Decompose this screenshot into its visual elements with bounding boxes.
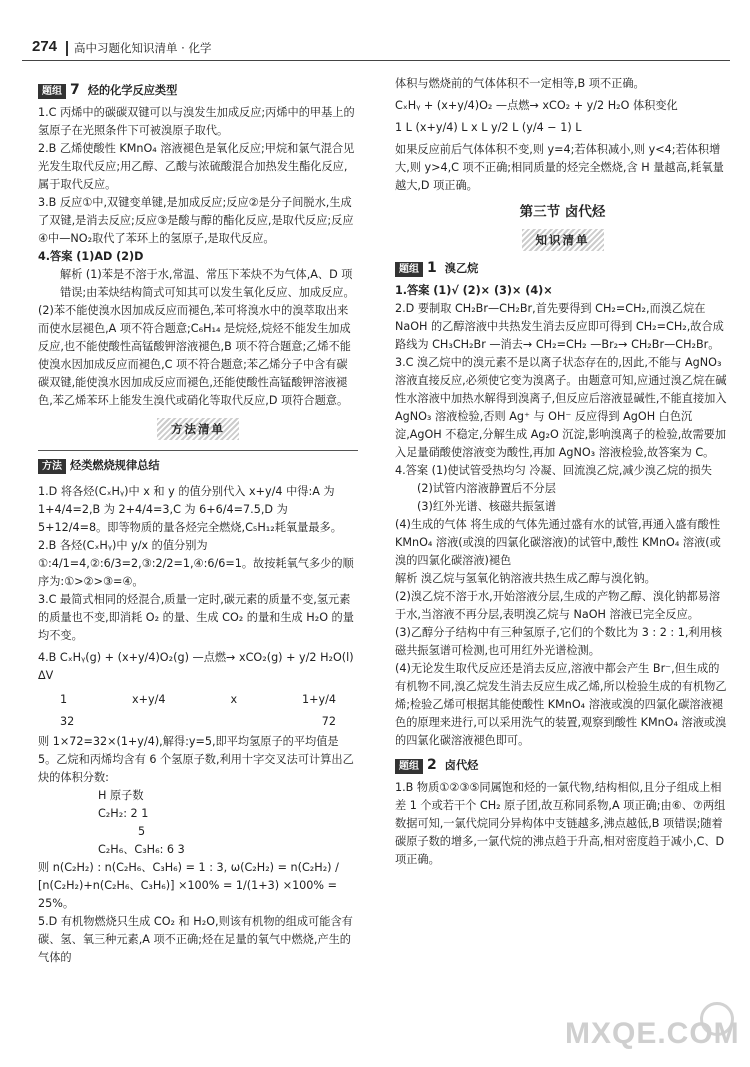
volume-equation: CₓHᵧ + (x+y/4)O₂ —点燃→ xCO₂ + y/2 H₂O 体积变化	[395, 99, 678, 112]
group-number: 2	[427, 757, 437, 773]
group7-heading	[38, 81, 358, 100]
bromo-answer-2: 2.D 要制取 CH₂Br—CH₂Br,首先要得到 CH₂=CH₂,而溴乙烷在 NaOH 的乙醇溶液中共热发生消去反应即可得到 CH₂=CH₂,故合成路线为 CH₃CH₂Br —消去→ CH₂=CH₂ —Br₂→ CH₂Br—CH₂Br。	[395, 302, 724, 351]
bromo-answer-1: 1.答案 (1)√ (2)× (3)× (4)×	[395, 284, 553, 297]
answer-4: 4.答案 (1)AD (2)D	[38, 250, 144, 263]
method-tag: 方法	[38, 459, 66, 474]
method-answer-5: 5.D 有机物燃烧只生成 CO₂ 和 H₂O,则该有机物的组成可能含有碳、氢、氧三种元素,A 项不正确;烃在足量的氧气中燃烧,产生的气体的	[38, 915, 353, 964]
page-number: 274	[32, 38, 58, 55]
method-answer-2: 2.B 各烃(CₓHᵧ)中 y/x 的值分别为①:4/1=4,②:6/3=2,③:2/2=1,④:6/6=1。故按耗氧气多少的顺序为:①>②>③=④。	[38, 539, 354, 588]
cross-row-b: C₂H₆、C₃H₆: 6 3	[98, 843, 185, 856]
answer-3: 3.B 反应①中,双键变单键,是加成反应;反应②是分子间脱水,生成了双键,是消去反应;反应③是酸与醇的酯化反应,是取代反应;反应④中—NO₂取代了苯环上的氢原子,是取代反应。	[38, 196, 354, 245]
group1-heading	[395, 259, 730, 278]
volume-conclusion: 如果反应前后气体体积不变,则 y=4;若体积减小,则 y<4;若体积增大,则 y>4,C 项不正确;相同质量的烃完全燃烧,含 H 量越高,耗氧量越大,D 项正确。	[395, 143, 724, 192]
eq-cell: 32	[60, 715, 75, 728]
bromo-answer-4-1: 4.答案 (1)使试管受热均匀 冷凝、回流溴乙烷,减少溴乙烷的损失	[395, 464, 712, 477]
bromo-answer-4-3: (3)红外光谱、核磁共振氢谱	[417, 500, 556, 513]
continued-text: 体积与燃烧前的气体体积不一定相等,B 项不正确。	[395, 77, 645, 90]
method-banner-label: 方法清单	[157, 418, 239, 440]
group-tag: 题组	[395, 262, 423, 277]
answer-4-explanation-2: (2)苯不能使溴水因加成反应而褪色,苯可将溴水中的溴萃取出来而使水层褪色,A 项不符合题意;C₆H₁₄ 是烷烃,烷烃不能发生加成反应,也不能使酸性高锰酸钾溶液褪色,B 项不符合题意;乙烯不能使溴水因加成反应而褪色,C 项不符合题意;苯乙烯分子中含有碳碳双键,能使溴水因加成反应而褪色,还能使酸性高锰酸钾溶液褪色,苯乙烯苯环上能发生溴代或硝化等取代反应,D 项符合题意。	[38, 304, 351, 407]
cross-diagram	[38, 787, 358, 859]
eq-cell: x	[230, 693, 238, 706]
group2-heading	[395, 756, 730, 775]
group-number: 7	[70, 82, 80, 98]
cross-row-a: C₂H₂: 2 1	[98, 807, 149, 820]
watermark: MXQE.COM	[565, 1017, 740, 1050]
answer-1: 1.C 丙烯中的碳碳双键可以与溴发生加成反应;丙烯中的甲基上的氢原子在光照条件下可被溴原子取代。	[38, 106, 355, 137]
method-title: 烃类燃烧规律总结	[70, 459, 160, 472]
knowledge-banner-label: 知识清单	[522, 229, 604, 251]
method-answer-4-equation: 4.B CₓHᵧ(g) + (x+y/4)O₂(g) —点燃→ xCO₂(g) + y/2 H₂O(l) ΔV	[38, 651, 354, 682]
bromo-explanation-1: 解析 溴乙烷与氢氧化钠溶液共热生成乙醇与溴化钠。	[395, 572, 656, 585]
cross-title: H 原子数	[98, 789, 144, 802]
bromo-answer-4-4: (4)生成的气体 将生成的气体先通过盛有水的试管,再通入盛有酸性 KMnO₄ 溶液(或溴的四氯化碳溶液)的试管中,酸性 KMnO₄ 溶液(或溴的四氯化碳溶液)褪色	[395, 518, 721, 567]
haloalkane-answer-1: 1.B 物质①②③⑤同属饱和烃的一氯代物,结构相似,且分子组成上相差 1 个或若干个 CH₂ 原子团,故互称同系物,A 项正确;由⑥、⑦两组数据可知,一氯代烷同分异构体中支链越多,沸点越低,B 项错误;随着碳原子数的增多,一氯代烷的沸点趋于升高,相对密度趋于减小,C、D 项正确。	[395, 781, 726, 866]
method-heading	[38, 450, 358, 475]
group-title: 卤代烃	[444, 759, 479, 772]
knowledge-banner	[395, 229, 730, 251]
left-column	[38, 75, 358, 967]
group-title: 溴乙烷	[444, 262, 479, 275]
method-answer-4-ratio: 则 n(C₂H₂) : n(C₂H₆、C₃H₆) = 1 : 3, ω(C₂H₂) = n(C₂H₂) / [n(C₂H₂)+n(C₂H₆、C₃H₆)] ×100% = 1/(1+3) ×100% = 25%。	[38, 861, 339, 910]
eq-cell: 72	[321, 715, 336, 728]
eq-cell: x+y/4	[132, 693, 166, 706]
bromo-explanation-3: (3)乙醇分子结构中有三种氢原子,它们的个数比为 3 : 2 : 1,利用核磁共振氢谱可检测,也可用红外光谱检测。	[395, 626, 722, 657]
right-column	[395, 75, 730, 869]
bromo-explanation-2: (2)溴乙烷不溶于水,开始溶液分层,生成的产物乙醇、溴化钠都易溶于水,当溶液不再分层,表明溴乙烷与 NaOH 溶液已完全反应。	[395, 590, 721, 621]
method-answer-4-text: 则 1×72=32×(1+y/4),解得:y=5,即平均氢原子的平均值是 5。乙烷和丙烯均含有 6 个氢原子数,利用十字交叉法可计算出乙炔的体积分数:	[38, 735, 354, 784]
equation-row-2	[38, 711, 358, 733]
bromo-answer-3: 3.C 溴乙烷中的溴元素不是以离子状态存在的,因此,不能与 AgNO₃ 溶液直接反应,必须使它变为溴离子。由题意可知,应通过溴乙烷在碱性水溶液中加热水解得到溴离子,但反应后溶液显碱性,不能直接加入 AgNO₃ 溶液检验,否则 Ag⁺ 与 OH⁻ 反应得到 AgOH 白色沉淀,AgOH 不稳定,分解生成 Ag₂O 沉淀,影响溴离子的检验,故需要加入足量硝酸使溶液变为酸性,再加 AgNO₃ 溶液检验,故答案为 C。	[395, 356, 727, 459]
header-title: 高中习题化知识清单 · 化学	[74, 41, 212, 55]
method-answer-3: 3.C 最简式相同的烃混合,质量一定时,碳元素的质量不变,氢元素的质量也不变,即消耗 O₂ 的量、生成 CO₂ 的量和生成 H₂O 的量均不变。	[38, 593, 354, 642]
page-header	[22, 38, 730, 61]
group-number: 1	[427, 260, 437, 276]
bromo-explanation-4: (4)无论发生取代反应还是消去反应,溶液中都会产生 Br⁻,但生成的有机物不同,溴乙烷发生消去反应生成乙烯,所以检验生成的有机物乙烯;检验乙烯可根据其能使酸性 KMnO₄ 溶液或溴的四氯化碳溶液褪色的原理来进行,可以采用洗气的装置,观察到酸性 KMnO₄ 溶液或溴的四氯化碳溶液褪色即可。	[395, 662, 727, 747]
section-title: 第三节 卤代烃	[519, 204, 606, 220]
answer-2: 2.B 乙烯使酸性 KMnO₄ 溶液褪色是氧化反应;甲烷和氯气混合见光发生取代反应;用乙醇、乙酸与浓硫酸混合加热发生酯化反应,属于取代反应。	[38, 142, 355, 191]
group-tag: 题组	[395, 759, 423, 774]
eq-cell: 1+y/4	[301, 693, 336, 706]
answer-4-explanation-1: 解析 (1)苯是不溶于水,常温、常压下苯炔不为气体,A、D 项错误;由苯炔结构简式可知其可以发生氧化反应、加成反应。	[60, 268, 355, 299]
group-tag: 题组	[38, 84, 66, 99]
cross-mid: 5	[138, 825, 146, 838]
equation-row-1	[38, 689, 358, 711]
bromo-answer-4-2: (2)试管内溶液静置后不分层	[417, 482, 556, 495]
group-title: 烃的化学反应类型	[87, 84, 178, 97]
method-answer-1: 1.D 将各烃(CₓHᵧ)中 x 和 y 的值分别代入 x+y/4 中得:A 为 1+4/4=2,B 为 2+4/4=3,C 为 6+6/4=7.5,D 为 5+12/4=8。即等物质的量各烃完全燃烧,C₅H₁₂耗氧量最多。	[38, 485, 342, 534]
volume-row: 1 L (x+y/4) L x L y/2 L (y/4 − 1) L	[395, 121, 582, 134]
eq-cell: 1	[60, 693, 68, 706]
header-divider	[66, 41, 68, 56]
method-banner	[38, 418, 358, 440]
